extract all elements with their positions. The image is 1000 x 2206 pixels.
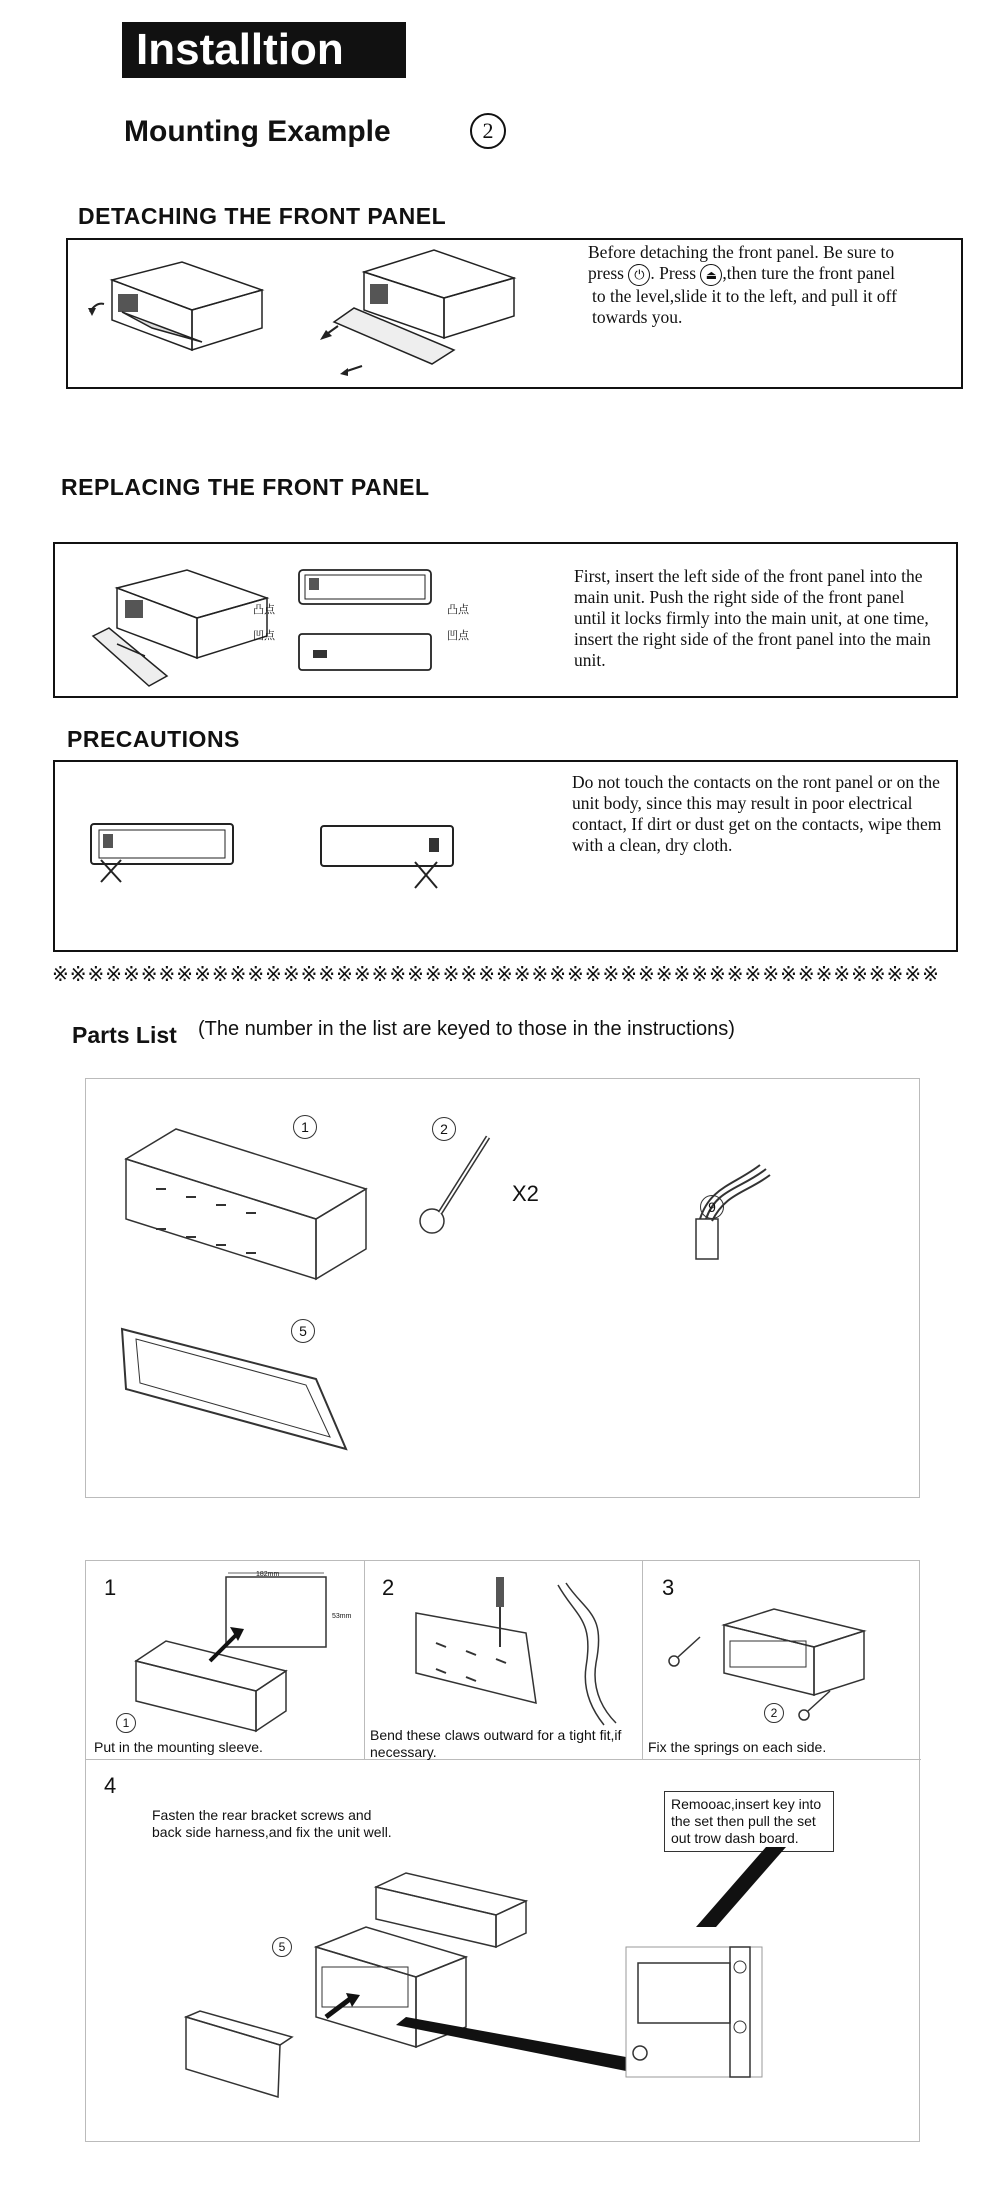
step1-caption: Put in the mounting sleeve. [94,1739,263,1755]
wire-harness-illustration [686,1159,776,1274]
replacing-heading: REPLACING THE FRONT PANEL [61,474,430,500]
part-label-1: 1 [293,1115,317,1139]
precautions-heading: PRECAUTIONS [67,726,240,752]
step-number-1: 1 [104,1575,117,1600]
bump-label-left: 凸点 [253,604,275,616]
press-text: press [588,263,624,283]
detaching-line-3: to the level,slide it to the left, and pull it off [592,285,897,306]
precautions-instructions: Do not touch the contacts on the ront panel or on the unit body, since this may result in poor electrical contact, If dirt or dust get on the contacts, wipe them with a clean, dry cloth. [572,772,942,855]
precaution-illustration-1 [87,820,237,895]
step1-callout: 1 [116,1713,136,1733]
replacing-box [53,542,958,698]
trim-frame-illustration [116,1319,356,1464]
dimension-height: 53mm [332,1613,352,1620]
press-text-2: . Press [650,263,697,283]
eject-icon: ⏏ [700,264,722,286]
detaching-line-2 [588,263,958,286]
step4-illustration [186,1847,906,2142]
dimension-width: 182mm [256,1571,280,1578]
parts-list-heading: Parts List [72,1022,177,1048]
step4-callout: 5 [272,1937,292,1957]
detaching-line-4: towards you. [592,306,683,327]
step-number-3: 3 [662,1575,675,1600]
detach-illustration-1 [82,250,262,375]
power-icon: ⏻ [628,264,650,286]
replace-illustration-1 [87,558,267,693]
step4-caption: Fasten the rear bracket screws and back side harness,and fix the unit well. [152,1807,392,1840]
precautions-box [53,760,958,952]
step2-caption: Bend these claws outward for a tight fit,if necessary. [370,1727,622,1760]
step3-illustration [664,1585,914,1740]
step3-caption: Fix the springs on each side. [648,1739,827,1755]
steps-grid [85,1560,920,2142]
part-label-2: 2 [432,1117,456,1141]
notch-label-left: 凹点 [253,630,275,642]
parts-list-subheading: (The number in the list are keyed to those in the instructions) [198,1018,735,1040]
precaution-illustration-2 [317,822,467,899]
section-subtitle: Mounting Example [124,115,391,148]
detaching-instructions [588,242,958,328]
then-turn-text: ,then ture the front panel [722,263,895,283]
mounting-sleeve-illustration [116,1119,376,1294]
release-key-illustration [416,1129,496,1244]
example-number: 2 [470,113,506,149]
detaching-heading: DETACHING THE FRONT PANEL [78,203,447,229]
replacing-instructions: First, insert the left side of the front panel into the main unit. Push the right side of the front panel until it locks firmly into the main unit, at one time, insert the right side of the front panel into the main unit. [574,566,931,670]
detach-illustration-2 [314,242,514,382]
part-label-9: 9 [700,1195,724,1219]
step2-illustration [406,1573,626,1728]
replace-illustration-2 [295,566,435,633]
removal-note: Remooac,insert key into the set then pull the set out trow dash board. [664,1791,834,1852]
quantity-x2: X2 [512,1181,539,1206]
parts-list-box [85,1078,920,1498]
grid-divider [642,1561,643,1759]
step3-callout: 2 [764,1703,784,1723]
page-title: Installtion [122,22,406,78]
detaching-box [66,238,963,389]
bump-label-right: 凸点 [447,604,469,616]
step1-illustration [126,1571,356,1746]
star-divider: ※※※※※※※※※※※※※※※※※※※※※※※※※※※※※※※※※※※※※※※※※※※※※※※※※※ [52,964,940,986]
notch-label-right: 凹点 [447,630,469,642]
part-label-5: 5 [291,1319,315,1343]
detaching-line-1: Before detaching the front panel. Be sure to [588,242,895,262]
replace-illustration-3 [295,630,435,685]
step-number-2: 2 [382,1575,395,1600]
step-number-4: 4 [104,1773,117,1798]
grid-divider [364,1561,365,1759]
